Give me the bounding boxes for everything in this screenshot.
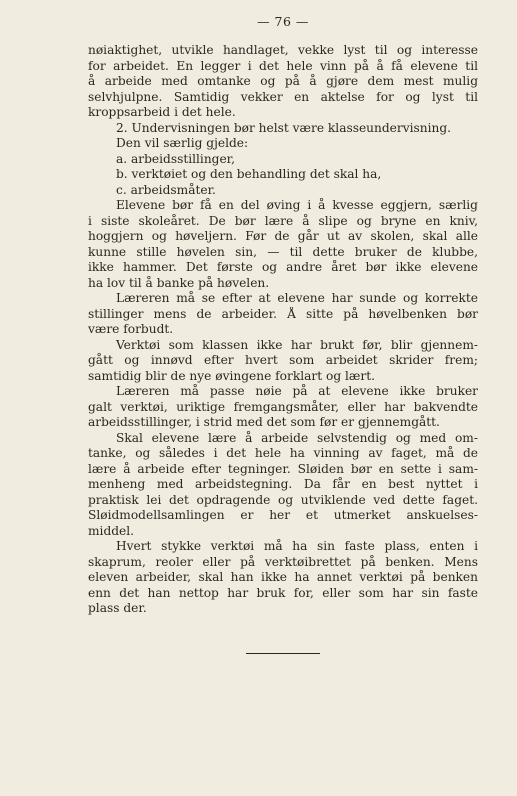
text-line: Hvert stykke verktøi må ha sin faste plass, enten i <box>116 539 478 553</box>
text-line: menheng med arbeidstegning. Da får en best nyttet i <box>88 477 478 491</box>
text-line: 2. Undervisningen bør helst være klasseundervisning. <box>116 120 452 135</box>
text-line: nøiaktighet, utvikle handlaget, vekke lyst til og interesse <box>88 43 478 57</box>
text-line: tanke, og således i det hele ha vinning av faget, må de <box>88 446 478 460</box>
text-line: stillinger mens de arbeider. Å sitte på høvelbenken bør <box>88 306 478 321</box>
text-line: Læreren må passe nøie på at elevene ikke bruker <box>116 384 478 398</box>
text-line: arbeidsstillinger, i strid med det som før er gjennemgått. <box>88 415 440 429</box>
text-line: c. arbeidsmåter. <box>116 182 216 197</box>
text-line: lære å arbeide efter tegninger. Sløiden bør en sette i sam- <box>88 461 478 476</box>
text-line: enn det han nettop har bruk for, eller som har sin faste <box>88 585 478 600</box>
text-line: galt verktøi, uriktige fremgangsmåter, eller har bakvendte <box>88 399 478 414</box>
text-line: kroppsarbeid i det hele. <box>88 105 236 119</box>
end-rule <box>246 653 320 654</box>
text-line: ha lov til å banke på høvelen. <box>88 275 270 290</box>
text-line: selvhjulpne. Samtidig vekker en aktelse for og lyst til <box>88 89 478 104</box>
text-line: Verktøi som klassen ikke har brukt før, blir gjennem- <box>116 337 478 352</box>
text-line: b. verktøiet og den behandling det skal ha, <box>116 167 382 181</box>
text-line: middel. <box>88 523 135 538</box>
text-line: praktisk lei det opdragende og utviklende ved dette faget. <box>88 492 478 507</box>
page-number: — 76 — <box>257 14 309 29</box>
text-line: ikke hammer. Det første og andre året bør ikke elevene <box>88 260 478 274</box>
text-line: i siste skoleåret. De bør lære å slipe og bryne en kniv, <box>88 213 478 228</box>
text-line: Skal elevene lære å arbeide selvstendig og med om- <box>116 430 478 445</box>
text-line: skaprum, reoler eller på verktøibrettet på benken. Mens <box>88 554 478 569</box>
text-line: være forbudt. <box>88 322 174 336</box>
text-line: Læreren må se efter at elevene har sunde og korrekte <box>116 291 478 305</box>
text-line: gått og innøvd efter hvert som arbeidet skrider frem; <box>88 353 478 367</box>
text-line: kunne stille høvelen sin, — til dette bruker de klubbe, <box>88 244 478 259</box>
book-page <box>88 14 478 654</box>
text-line: Sløidmodellsamlingen er her et utmerket anskuelses- <box>88 508 478 522</box>
text-line: samtidig blir de nye øvingene forklart og lært. <box>88 368 375 383</box>
text-line: Elevene bør få en del øving i å kvesse eggjern, særlig <box>116 198 478 212</box>
text-line: plass der. <box>88 601 147 615</box>
text-line: for arbeidet. En legger i det hele vinn på å få elevene til <box>88 58 478 73</box>
text-line: eleven arbeider, skal han ikke ha annet verktøi på benken <box>88 570 478 584</box>
text-line: å arbeide med omtanke og på å gjøre dem mest mulig <box>88 74 478 88</box>
text-line: hoggjern og høveljern. Før de går ut av skolen, skal alle <box>88 229 478 243</box>
body-text <box>88 43 478 617</box>
text-line: a. arbeidsstillinger, <box>116 151 236 166</box>
text-line: Den vil særlig gjelde: <box>116 136 249 150</box>
